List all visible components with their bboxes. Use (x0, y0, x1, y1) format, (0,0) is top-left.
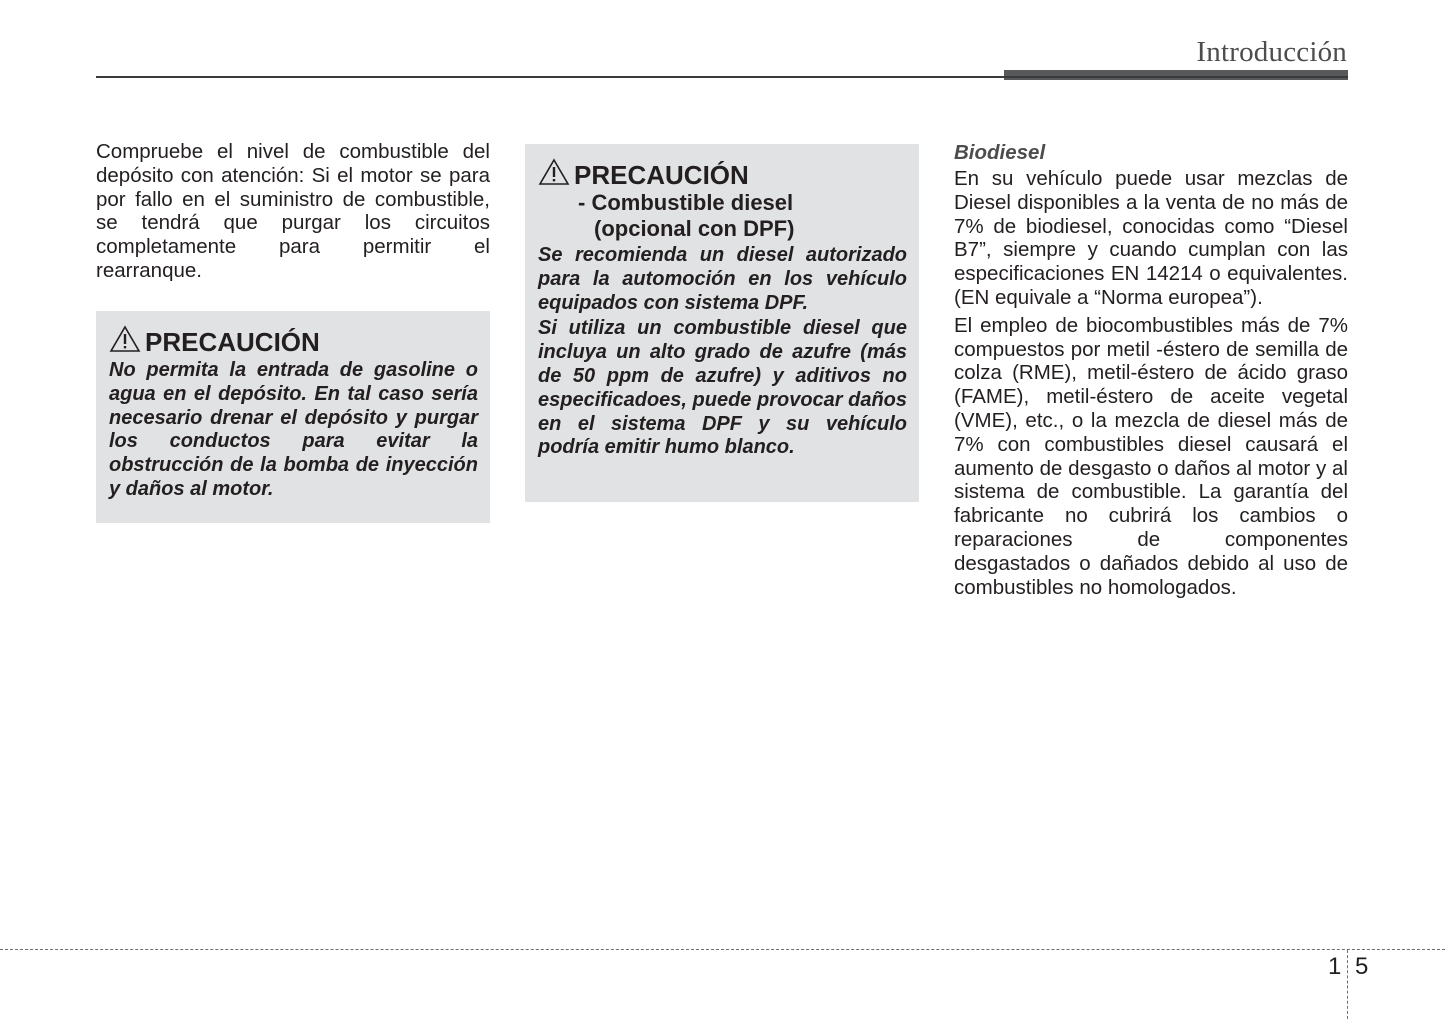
biodiesel-paragraph-2: El empleo de biocombustibles más de 7% compuestos por metil -éstero de semilla de colza (RME), metil-éstero de ácido graso (FAME), metil-éstero de aceite vegetal (VME), etc., o la mezcla de diesel más de 7% con combustibles diesel causará el aumento de desgasto o daños al motor y al sistema de combustible. La garantía del fabricante no cubrirá los cambios o reparaciones de componentes desgastados o dañados debido al uso de combustibles no homologados. (954, 313, 1348, 599)
header-rule (96, 76, 1348, 78)
caution-header (109, 327, 478, 357)
page-number-divider (1347, 950, 1348, 1019)
footer-dashed-rule (0, 949, 1445, 950)
caution-title: PRECAUCIÓN (574, 160, 749, 190)
caution-text: No permita la entrada de gasoline o agua en el depósito. En tal caso sería necesario drenar el depósito y purgar los conductos para evitar la obstrucción de la bomba de inyección y daños al motor. (109, 359, 478, 500)
caution-box-fuel (96, 311, 490, 523)
column-right (954, 140, 1348, 599)
column-left (96, 140, 490, 500)
caution-title: PRECAUCIÓN (145, 327, 320, 357)
caution-box-diesel (525, 144, 919, 502)
biodiesel-heading: Biodiesel (954, 141, 1046, 164)
biodiesel-paragraph-1: En su vehículo puede usar mezclas de Diesel disponibles a la venta de no más de 7% de biodiesel, conocidas como “Diesel B7”, siempre y cuando cumplan con las especificaciones EN 14214 o equivalentes. (EN equivale a “Norma europea”). (954, 167, 1348, 309)
caution-text-2: Si utiliza un combustible diesel que incluya un alto grado de azufre (más de 50 ppm de azufre) y aditivos no especificadoes, puede provocar daños en el sistema DPF y su vehículo podría emitir humo blanco. (538, 317, 908, 459)
page-number: 5 (1355, 953, 1369, 980)
intro-paragraph: Compruebe el nivel de combustible del depósito con atención: Si el motor se para por fallo en el suministro de combustible, se tendrá que purgar los circuitos completamente para permitir el rearranque. (96, 140, 490, 282)
header-accent-bar (1004, 70, 1348, 80)
warning-triangle-icon (109, 325, 141, 353)
caution-subtitle-line1: - Combustible diesel (578, 190, 794, 215)
chapter-number: 1 (1328, 953, 1342, 980)
warning-triangle-icon (538, 158, 570, 186)
caution-text-1: Se recomienda un diesel autorizado para la automoción en los vehículo equipados con sistema DPF. (538, 244, 907, 314)
section-title: Introducción (1196, 36, 1347, 68)
caution-subtitle-line2: (opcional con DPF) (594, 216, 795, 241)
caution-header (538, 160, 907, 190)
caution-subtitle (578, 190, 907, 242)
